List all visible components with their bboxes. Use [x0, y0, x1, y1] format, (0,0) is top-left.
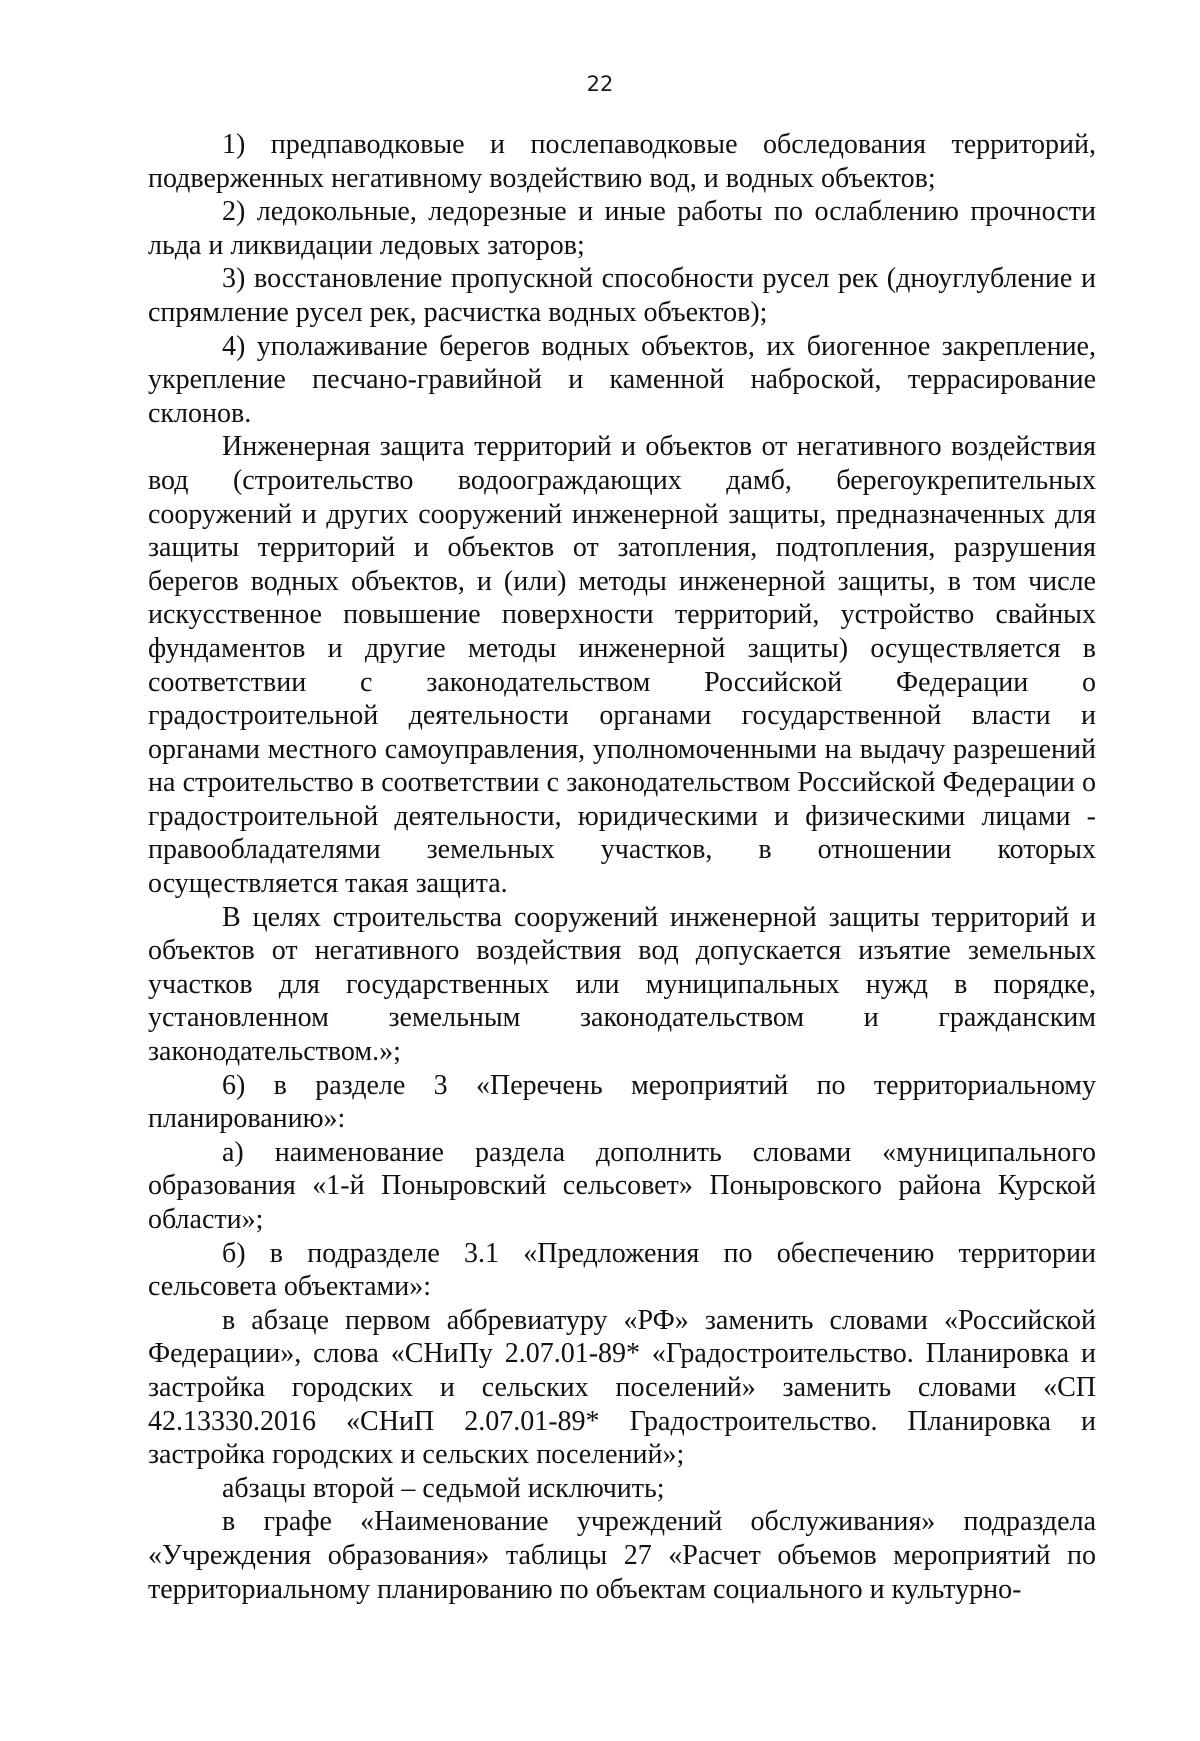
paragraph-4: 4) уполаживание берегов водных объектов, их биогенное закрепление, укрепление песчано-гравийной и каменной наброской, террасирование склонов.	[148, 330, 1096, 429]
document-body	[148, 128, 1096, 1606]
paragraph-8: а) наименование раздела дополнить словами «муниципального образования «1-й Поныровский сельсовет» Поныровского района Курской области»;	[148, 1136, 1096, 1235]
page-number: 22	[586, 72, 614, 96]
paragraph-12: в графе «Наименование учреждений обслуживания» подраздела «Учреждения образования» таблицы 27 «Расчет объемов мероприятий по территориальному планированию по объектам социального и культурно-	[148, 1506, 1096, 1605]
paragraph-3: 3) восстановление пропускной способности русел рек (дноуглубление и спрямление русел рек, расчистка водных объектов);	[148, 263, 1096, 328]
paragraph-10: в абзаце первом аббревиатуру «РФ» заменить словами «Российской Федерации», слова «СНиПу 2.07.01-89* «Градостроительство. Планировка и застройка городских и сельских поселений» заменить словами «СП 42.13330.2016 «СНиП 2.07.01-89* Градостроительство. Планировка и застройка городских и сельских поселений»;	[148, 1304, 1096, 1471]
paragraph-9: б) в подразделе 3.1 «Предложения по обеспечению территории сельсовета объектами»:	[148, 1237, 1096, 1303]
paragraph-1: 1) предпаводковые и послепаводковые обследования территорий, подверженных негативному воздействию вод, и водных объектов;	[148, 129, 1096, 194]
paragraph-2: 2) ледокольные, ледорезные и иные работы по ослаблению прочности льда и ликвидации ледовых заторов;	[148, 196, 1096, 261]
paragraph-6: В целях строительства сооружений инженерной защиты территорий и объектов от негативного воздействия вод допускается изъятие земельных участков для государственных или муниципальных нужд в порядке, установленном земельным законодательством и гражданским законодательством.»;	[148, 901, 1096, 1068]
paragraph-7: 6) в разделе 3 «Перечень мероприятий по территориальному планированию»:	[148, 1069, 1096, 1135]
paragraph-11: абзацы второй – седьмой исключить;	[222, 1472, 665, 1504]
paragraph-5: Инженерная защита территорий и объектов от негативного воздействия вод (строительство водоограждающих дамб, берегоукрепительных сооружений и других сооружений инженерной защиты, предназначенных для защиты территорий и объектов от затопления, подтопления, разрушения берегов водных объектов, и (или) методы инженерной защиты, в том числе искусственное повышение поверхности территорий, устройство свайных фундаментов и другие методы инженерной защиты) осуществляется в соответствии с законодательством Российской Федерации о градостроительной деятельности органами государственной власти и органами местного самоуправления, уполномоченными на выдачу разрешений на строительство в соответствии с законодательством Российской Федерации о градостроительной деятельности, юридическими и физическими лицами - правообладателями земельных участков, в отношении которых осуществляется такая защита.	[148, 431, 1096, 900]
